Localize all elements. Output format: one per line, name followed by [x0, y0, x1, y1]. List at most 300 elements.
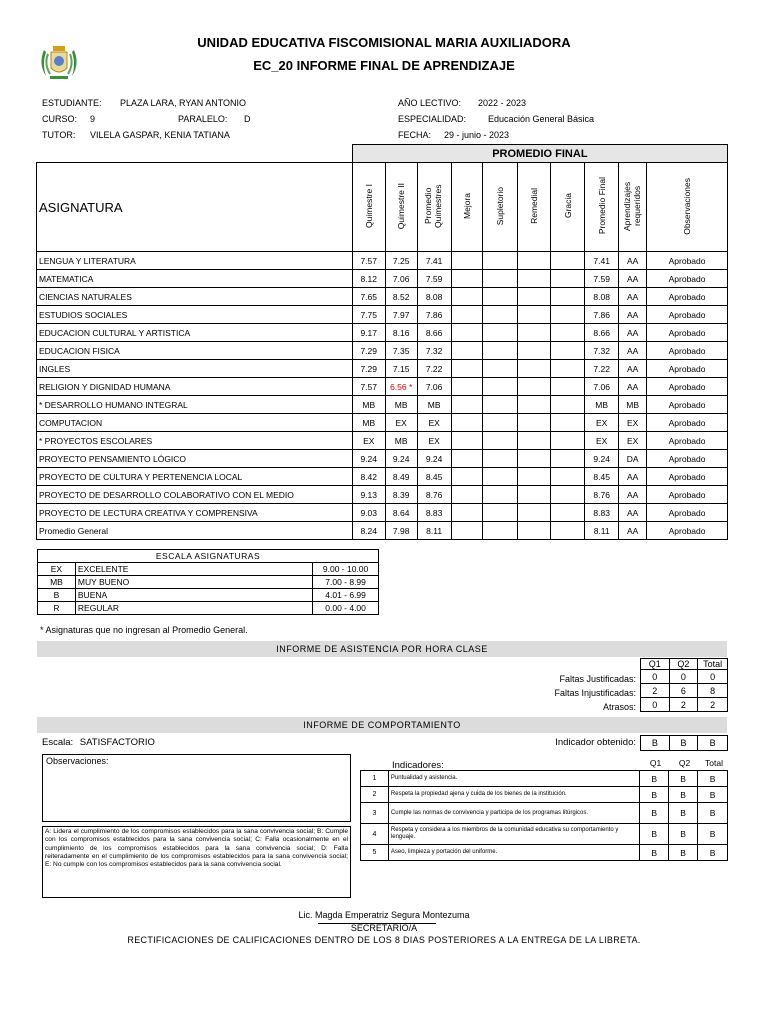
- grade-final: 8.11: [585, 522, 619, 540]
- indicator-q2: B: [669, 824, 698, 845]
- grade-q1: 7.57: [352, 378, 385, 396]
- grade-observation: Aprobado: [647, 324, 728, 342]
- col-mejora: Mejora: [461, 193, 472, 219]
- subject-name: RELIGION Y DIGNIDAD HUMANA: [37, 378, 353, 396]
- grade-final: 8.66: [585, 324, 619, 342]
- ind-header-total: Total: [705, 758, 723, 768]
- grade-q2: EX: [385, 414, 417, 432]
- grade-required-learning: AA: [619, 378, 647, 396]
- indicator-q2: B: [669, 787, 698, 803]
- subject-header: ASIGNATURA: [37, 163, 353, 252]
- grade-q1: 8.12: [352, 270, 385, 288]
- grade-observation: Aprobado: [647, 252, 728, 270]
- observations-label: Observaciones:: [46, 756, 109, 766]
- grade-observation: Aprobado: [647, 270, 728, 288]
- grade-observation: Aprobado: [647, 450, 728, 468]
- grade-observation: Aprobado: [647, 288, 728, 306]
- grade-average: 8.08: [417, 288, 451, 306]
- grade-row: [37, 342, 728, 360]
- grade-q1: 8.42: [352, 468, 385, 486]
- grade-mejora: [451, 324, 482, 342]
- grade-average: 9.24: [417, 450, 451, 468]
- grade-mejora: [451, 270, 482, 288]
- grade-q1: EX: [352, 432, 385, 450]
- grade-gracia: [551, 252, 585, 270]
- indicator-row: [361, 845, 728, 861]
- grade-mejora: [451, 486, 482, 504]
- grade-mejora: [451, 306, 482, 324]
- scale-name: EXCELENTE: [75, 563, 312, 576]
- year-label: AÑO LECTIVO:: [398, 98, 462, 108]
- parallel-label: PARALELO:: [178, 114, 228, 124]
- grade-q1: 7.29: [352, 360, 385, 378]
- grade-q1: MB: [352, 396, 385, 414]
- specialty-value: Educación General Básica: [488, 114, 595, 124]
- grade-required-learning: AA: [619, 360, 647, 378]
- indicator-row: [361, 771, 728, 787]
- grade-q2: 6.56 *: [385, 378, 417, 396]
- behavior-legend: [42, 826, 351, 898]
- tutor-label: TUTOR:: [42, 130, 76, 140]
- scale-title: ESCALA ASIGNATURAS: [38, 550, 379, 563]
- att-q2: 0: [669, 670, 698, 684]
- indicator-number: 1: [361, 771, 389, 787]
- subject-name: * DESARROLLO HUMANO INTEGRAL: [37, 396, 353, 414]
- grade-q2: 9.24: [385, 450, 417, 468]
- grade-q2: 7.15: [385, 360, 417, 378]
- grade-supletorio: [482, 396, 518, 414]
- grade-q2: 8.52: [385, 288, 417, 306]
- indicator-q1: B: [640, 845, 669, 861]
- grade-q2: MB: [385, 396, 417, 414]
- indicator-number: 2: [361, 787, 389, 803]
- grade-mejora: [451, 522, 482, 540]
- grade-row: [37, 432, 728, 450]
- grade-supletorio: [482, 288, 518, 306]
- col-quimestre-1: Quimestre I: [363, 184, 374, 228]
- grade-mejora: [451, 504, 482, 522]
- subject-name: PROYECTO DE LECTURA CREATIVA Y COMPRENSIVA: [37, 504, 353, 522]
- grade-remedial: [518, 324, 551, 342]
- grade-row: [37, 486, 728, 504]
- behavior-scale-value: SATISFACTORIO: [79, 737, 155, 748]
- grade-final: 7.22: [585, 360, 619, 378]
- subject-name: ESTUDIOS SOCIALES: [37, 306, 353, 324]
- indicator-q2: B: [669, 771, 698, 787]
- subject-name: PROYECTO PENSAMIENTO LÓGICO: [37, 450, 353, 468]
- grade-remedial: [518, 342, 551, 360]
- behavior-scale-label: Escala:: [42, 737, 74, 748]
- grade-mejora: [451, 378, 482, 396]
- grade-remedial: [518, 486, 551, 504]
- scale-range: 0.00 - 4.00: [313, 602, 379, 615]
- attendance-row: [641, 670, 728, 684]
- grade-final: 9.24: [585, 450, 619, 468]
- grade-mejora: [451, 414, 482, 432]
- grade-required-learning: AA: [619, 324, 647, 342]
- grade-final: 7.32: [585, 342, 619, 360]
- attendance-label: Atrasos:: [602, 702, 636, 712]
- att-header-total: Total: [698, 659, 728, 670]
- grade-gracia: [551, 522, 585, 540]
- scale-row: [38, 589, 379, 602]
- indicator-total: B: [698, 845, 728, 861]
- grade-final: 7.86: [585, 306, 619, 324]
- grade-gracia: [551, 324, 585, 342]
- grade-average: 8.76: [417, 486, 451, 504]
- subject-name: INGLES: [37, 360, 353, 378]
- grade-observation: Aprobado: [647, 522, 728, 540]
- indicator-q1: B: [640, 787, 669, 803]
- obtained-q1: B: [641, 736, 670, 751]
- grades-table: [36, 144, 728, 540]
- grade-remedial: [518, 414, 551, 432]
- grade-required-learning: AA: [619, 486, 647, 504]
- att-total: 2: [698, 698, 728, 712]
- grade-required-learning: AA: [619, 306, 647, 324]
- grade-mejora: [451, 342, 482, 360]
- indicator-q1: B: [640, 803, 669, 824]
- grade-final: 8.45: [585, 468, 619, 486]
- scale-row: [38, 576, 379, 589]
- observations-box: [42, 754, 351, 822]
- subject-name: PROYECTO DE CULTURA Y PERTENENCIA LOCAL: [37, 468, 353, 486]
- grade-gracia: [551, 360, 585, 378]
- date-value: 29 - junio - 2023: [444, 130, 510, 140]
- grade-supletorio: [482, 414, 518, 432]
- grade-gracia: [551, 396, 585, 414]
- grade-supletorio: [482, 522, 518, 540]
- grade-required-learning: EX: [619, 432, 647, 450]
- grade-gracia: [551, 468, 585, 486]
- att-header-q1: Q1: [641, 659, 670, 670]
- grade-q2: MB: [385, 432, 417, 450]
- grade-gracia: [551, 450, 585, 468]
- tutor-name: VILELA GASPAR, KENIA TATIANA: [90, 130, 230, 140]
- scale-range: 9.00 - 10.00: [313, 563, 379, 576]
- student-label: ESTUDIANTE:: [42, 98, 102, 108]
- grade-q1: 7.65: [352, 288, 385, 306]
- attendance-row: [641, 698, 728, 712]
- grade-supletorio: [482, 342, 518, 360]
- grade-mejora: [451, 468, 482, 486]
- grade-gracia: [551, 432, 585, 450]
- grade-row: [37, 522, 728, 540]
- grade-final: 8.83: [585, 504, 619, 522]
- col-remedial: Remedial: [529, 188, 540, 224]
- grade-row: [37, 306, 728, 324]
- att-q2: 2: [669, 698, 698, 712]
- grade-observation: Aprobado: [647, 414, 728, 432]
- obtained-total: B: [698, 736, 728, 751]
- grade-supletorio: [482, 432, 518, 450]
- indicator-row: [361, 787, 728, 803]
- grade-remedial: [518, 378, 551, 396]
- grade-required-learning: AA: [619, 288, 647, 306]
- attendance-title: INFORME DE ASISTENCIA POR HORA CLASE: [37, 641, 727, 657]
- grade-observation: Aprobado: [647, 306, 728, 324]
- att-header-q2: Q2: [669, 659, 698, 670]
- indicator-q1: B: [640, 771, 669, 787]
- grade-observation: Aprobado: [647, 432, 728, 450]
- attendance-label: Faltas Injustificadas:: [554, 688, 636, 698]
- indicator-text: Respeta la propiedad ajena y cuida de los bienes de la institución.: [388, 787, 639, 803]
- grade-gracia: [551, 306, 585, 324]
- report-title: EC_20 INFORME FINAL DE APRENDIZAJE: [253, 58, 515, 73]
- ind-header-q2: Q2: [678, 758, 691, 768]
- grade-average: 7.32: [417, 342, 451, 360]
- grade-supletorio: [482, 270, 518, 288]
- grade-q1: 7.75: [352, 306, 385, 324]
- grade-q1: 9.17: [352, 324, 385, 342]
- indicators-label: Indicadores:: [392, 760, 444, 771]
- course-value: 9: [90, 114, 96, 124]
- grade-average: 7.06: [417, 378, 451, 396]
- grade-row: [37, 252, 728, 270]
- indicator-text: Cumple las normas de convivencia y participa de los programas litúrgicos.: [388, 803, 639, 824]
- signer-role: SECRETARIO/A: [350, 923, 418, 933]
- grade-q2: 7.25: [385, 252, 417, 270]
- scale-code: MB: [38, 576, 76, 589]
- student-name: PLAZA LARA, RYAN ANTONIO: [120, 98, 247, 108]
- grade-remedial: [518, 252, 551, 270]
- course-label: CURSO:: [42, 114, 78, 124]
- indicator-number: 5: [361, 845, 389, 861]
- attendance-row: [641, 684, 728, 698]
- grade-row: [37, 396, 728, 414]
- scale-code: B: [38, 589, 76, 602]
- grade-row: [37, 450, 728, 468]
- subject-name: MATEMATICA: [37, 270, 353, 288]
- scale-range: 4.01 - 6.99: [313, 589, 379, 602]
- scale-note: * Asignaturas que no ingresan al Promedio General.: [40, 625, 248, 635]
- grade-average: 7.41: [417, 252, 451, 270]
- indicator-total: B: [698, 771, 728, 787]
- indicator-row: [361, 803, 728, 824]
- grade-q1: MB: [352, 414, 385, 432]
- grade-average: 8.83: [417, 504, 451, 522]
- grade-gracia: [551, 378, 585, 396]
- scale-name: BUENA: [75, 589, 312, 602]
- col-aprendizajes-requeridos: Aprendizajes requeridos: [621, 181, 642, 231]
- grade-remedial: [518, 288, 551, 306]
- grade-remedial: [518, 468, 551, 486]
- grade-required-learning: AA: [619, 468, 647, 486]
- grade-average: EX: [417, 432, 451, 450]
- promedio-final-banner: PROMEDIO FINAL: [352, 145, 727, 163]
- indicator-total: B: [698, 803, 728, 824]
- subject-name: EDUCACION FISICA: [37, 342, 353, 360]
- att-q2: 6: [669, 684, 698, 698]
- grade-q2: 8.49: [385, 468, 417, 486]
- grade-q1: 9.13: [352, 486, 385, 504]
- grade-row: [37, 468, 728, 486]
- subject-name: LENGUA Y LITERATURA: [37, 252, 353, 270]
- grade-q1: 9.03: [352, 504, 385, 522]
- indicators-table: [360, 770, 728, 861]
- parallel-value: D: [244, 114, 251, 124]
- grade-average: 7.86: [417, 306, 451, 324]
- col-gracia: Gracia: [562, 193, 573, 219]
- grade-observation: Aprobado: [647, 378, 728, 396]
- grade-remedial: [518, 270, 551, 288]
- behavior-title: INFORME DE COMPORTAMIENTO: [37, 717, 727, 733]
- grade-final: EX: [585, 432, 619, 450]
- att-total: 0: [698, 670, 728, 684]
- scale-name: REGULAR: [75, 602, 312, 615]
- grade-mejora: [451, 360, 482, 378]
- grade-gracia: [551, 270, 585, 288]
- attendance-labels: [440, 672, 636, 714]
- grade-mejora: [451, 396, 482, 414]
- grade-observation: Aprobado: [647, 468, 728, 486]
- grade-observation: Aprobado: [647, 504, 728, 522]
- scale-code: R: [38, 602, 76, 615]
- grade-required-learning: AA: [619, 504, 647, 522]
- grade-observation: Aprobado: [647, 396, 728, 414]
- grade-final: 8.76: [585, 486, 619, 504]
- subject-name: EDUCACION CULTURAL Y ARTISTICA: [37, 324, 353, 342]
- subject-name: PROYECTO DE DESARROLLO COLABORATIVO CON EL MEDIO: [37, 486, 353, 504]
- grade-gracia: [551, 504, 585, 522]
- grade-q2: 7.98: [385, 522, 417, 540]
- grade-average: EX: [417, 414, 451, 432]
- grade-average: 7.59: [417, 270, 451, 288]
- ind-header-q1: Q1: [649, 758, 662, 768]
- specialty-label: ESPECIALIDAD:: [398, 114, 467, 124]
- scale-row: [38, 602, 379, 615]
- grade-required-learning: EX: [619, 414, 647, 432]
- grade-mejora: [451, 288, 482, 306]
- signer-name: Lic. Magda Emperatriz Segura Montezuma: [298, 910, 470, 920]
- subject-name: * PROYECTOS ESCOLARES: [37, 432, 353, 450]
- indicator-text: Respeta y considera a los miembros de la comunidad educativa su comportamiento y lenguaje.: [388, 824, 639, 845]
- col-promedio-quimestres: Promedio Quimestres: [423, 184, 444, 228]
- grade-supletorio: [482, 468, 518, 486]
- grade-gracia: [551, 486, 585, 504]
- grade-row: [37, 270, 728, 288]
- grade-row: [37, 288, 728, 306]
- grade-supletorio: [482, 504, 518, 522]
- scale-code: EX: [38, 563, 76, 576]
- grade-remedial: [518, 450, 551, 468]
- grade-remedial: [518, 522, 551, 540]
- grade-required-learning: AA: [619, 270, 647, 288]
- date-label: FECHA:: [398, 130, 432, 140]
- grade-supletorio: [482, 324, 518, 342]
- grade-final: MB: [585, 396, 619, 414]
- grade-average: MB: [417, 396, 451, 414]
- indicator-total: B: [698, 824, 728, 845]
- grade-required-learning: AA: [619, 522, 647, 540]
- grade-average: 8.11: [417, 522, 451, 540]
- obtained-label: Indicador obtenido:: [555, 737, 636, 748]
- col-supletorio: Supletorio: [494, 186, 505, 226]
- grade-q2: 7.06: [385, 270, 417, 288]
- att-q1: 0: [641, 670, 670, 684]
- obtained-q2: B: [669, 736, 698, 751]
- attendance-label: Faltas Justificadas:: [559, 674, 636, 684]
- att-q1: 0: [641, 698, 670, 712]
- grade-observation: Aprobado: [647, 342, 728, 360]
- grade-q2: 7.35: [385, 342, 417, 360]
- grade-remedial: [518, 396, 551, 414]
- grade-supletorio: [482, 378, 518, 396]
- grade-gracia: [551, 342, 585, 360]
- indicator-q2: B: [669, 803, 698, 824]
- grade-mejora: [451, 432, 482, 450]
- grade-supletorio: [482, 486, 518, 504]
- grade-mejora: [451, 252, 482, 270]
- grade-q2: 8.16: [385, 324, 417, 342]
- grade-observation: Aprobado: [647, 486, 728, 504]
- grade-supletorio: [482, 252, 518, 270]
- grade-q2: 7.97: [385, 306, 417, 324]
- grade-average: 7.22: [417, 360, 451, 378]
- behavior-legend-text: A: Lidera el cumplimiento de los compromisos establecidos para la sana convivencia social; B: Cumple con los compromisos establecidos para la sana convivencia social; C: Falla ocasionalmente en el cumplimiento de los compromisos establecidos para la sana convivencia social; D: Falla reiteradamente en el cumplimiento de los compromisos establecidos para la sana convivencia social; E: No cumple con los compromisos establecidos para la sana convivencia social.: [45, 828, 348, 869]
- grade-remedial: [518, 306, 551, 324]
- subject-name: Promedio General: [37, 522, 353, 540]
- scale-range: 7.00 - 8.99: [313, 576, 379, 589]
- grade-final: 8.08: [585, 288, 619, 306]
- scale-row: [38, 563, 379, 576]
- grade-final: 7.59: [585, 270, 619, 288]
- grade-q1: 7.57: [352, 252, 385, 270]
- grade-q2: 8.64: [385, 504, 417, 522]
- grade-average: 8.66: [417, 324, 451, 342]
- grade-q1: 9.24: [352, 450, 385, 468]
- grade-q1: 7.29: [352, 342, 385, 360]
- grade-row: [37, 324, 728, 342]
- scale-table: [37, 549, 379, 615]
- grade-q2: 8.39: [385, 486, 417, 504]
- grade-final: 7.41: [585, 252, 619, 270]
- school-name: UNIDAD EDUCATIVA FISCOMISIONAL MARIA AUXILIADORA: [197, 35, 571, 50]
- attendance-table: [640, 658, 728, 712]
- grade-required-learning: MB: [619, 396, 647, 414]
- year-value: 2022 - 2023: [478, 98, 527, 108]
- obtained-table: [640, 735, 728, 751]
- grade-supletorio: [482, 306, 518, 324]
- grade-row: [37, 414, 728, 432]
- att-total: 8: [698, 684, 728, 698]
- grade-row: [37, 378, 728, 396]
- col-observaciones: Observaciones: [682, 177, 693, 235]
- grade-gracia: [551, 414, 585, 432]
- grade-required-learning: AA: [619, 342, 647, 360]
- grade-required-learning: AA: [619, 252, 647, 270]
- grade-gracia: [551, 288, 585, 306]
- grade-average: 8.45: [417, 468, 451, 486]
- grade-remedial: [518, 504, 551, 522]
- grade-q1: 8.24: [352, 522, 385, 540]
- rectification-notice: RECTIFICACIONES DE CALIFICACIONES DENTRO DE LOS 8 DIAS POSTERIORES A LA ENTREGA DE LA LIBRETA.: [127, 935, 641, 945]
- indicator-total: B: [698, 787, 728, 803]
- col-quimestre-2: Quimestre II: [396, 182, 407, 230]
- grade-remedial: [518, 360, 551, 378]
- indicator-number: 4: [361, 824, 389, 845]
- subject-name: CIENCIAS NATURALES: [37, 288, 353, 306]
- grade-final: 7.06: [585, 378, 619, 396]
- grade-supletorio: [482, 360, 518, 378]
- grade-row: [37, 360, 728, 378]
- scale-name: MUY BUENO: [75, 576, 312, 589]
- grade-final: EX: [585, 414, 619, 432]
- grade-row: [37, 504, 728, 522]
- subject-name: COMPUTACION: [37, 414, 353, 432]
- indicator-text: Aseo, limpieza y portación del uniforme.: [388, 845, 639, 861]
- indicator-text: Puntualidad y asistencia.: [388, 771, 639, 787]
